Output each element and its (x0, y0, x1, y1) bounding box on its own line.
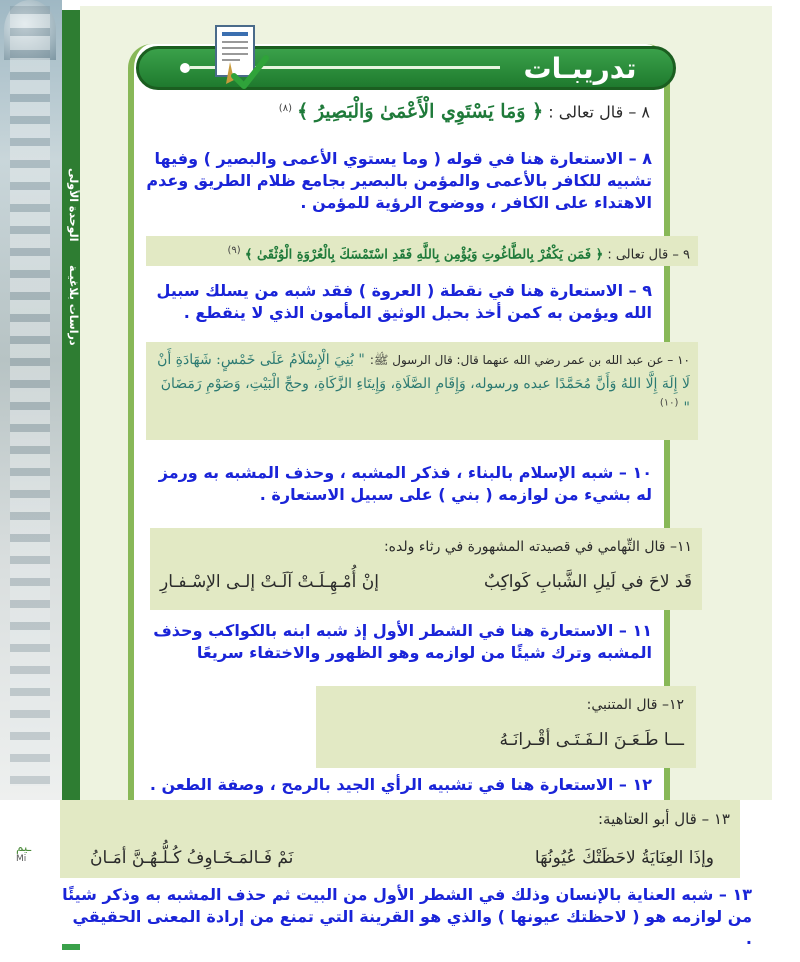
exercise-10-hadith: " بُنِيَ الْإِسْلَامُ عَلَى خَمْسٍ: شَهَادَةِ أَنْ لَا إِلَهَ إِلَّا اللهُ وَأَنَّ مُحَمَّدًا عبده ورسوله، وَإِقَامِ الصَّلَاةِ، وَإِيتَاءِ الزَّكَاةِ، وحجِّ الْبَيْتِ، وَصَوْمِ رَمَضَانَ " (157, 352, 690, 416)
exercise-12-prompt-label: ١٢– قال المتنبي: (586, 697, 684, 713)
exercise-13-verse (74, 848, 730, 868)
exercise-9-prompt (146, 236, 698, 266)
exercise-10-prompt-label: ١٠ – عن عبد الله بن عمر رضي الله عنهما قال: قال الرسول ﷺ: (369, 353, 690, 367)
exercise-9-citation: (٩) (227, 245, 241, 256)
exercise-8-quote: ﴿ وَمَا يَسْتَوِي الْأَعْمَىٰ وَالْبَصِيرُ ﴾ (297, 100, 544, 123)
exercise-12-verse: ـــا طَـعَـنَ الـفَـتَـى أقْـرانَـهُ (499, 730, 684, 750)
publisher-fragment-latin: Mi (16, 854, 27, 864)
publisher-fragment-arabic: ـيم (16, 840, 32, 854)
exercise-13-prompt (70, 808, 734, 868)
document-check-icon (210, 22, 270, 92)
exercise-11-verse (160, 572, 692, 592)
page-title: تدريبـات (523, 52, 637, 85)
building-photo (0, 0, 62, 800)
exercise-8-prompt-label: ٨ – قال تعالى : (548, 102, 650, 122)
exercise-11-verse-first-hemistich: قَد لاحَ في لَيلِ الشَّبابِ كَواكِبٌ (484, 572, 692, 592)
exercise-12-answer: ١٢ – الاستعارة هنا في تشبيه الرأي الجيد بالرمح ، وصفة الطعن . (149, 775, 652, 794)
exercise-10-prompt (146, 342, 698, 440)
unit-spine (62, 10, 80, 800)
exercise-11-prompt-label: ١١– قال التِّهامي في قصيدته المشهورة في رثاء ولده: (383, 539, 692, 555)
exercise-11-verse-second-hemistich: إنْ أُمْـهِـلَـتْ آلَـتْ إلـى الإسْـفـارِ (160, 572, 379, 592)
exercise-13-verse-second-hemistich: نَمْ فَـالمَـخَـاوِفُ كُـلُّـهُـنَّ أمَـانُ (90, 848, 294, 868)
exercise-11-prompt (150, 528, 702, 610)
tower-shape (10, 6, 50, 786)
exercise-10-answer: ١٠ – شبه الإسلام بالبناء ، فذكر المشبه ، وحذف المشبه به ورمز له بشيء من لوازمه ( بني ) على سبيل الاستعارة . (158, 463, 652, 504)
exercise-13-answer: ١٣ – شبه العناية بالإنسان وذلك في الشطر الأول من البيت ثم حذف المشبه به وذكر شيئًا من لوازمه هو ( لاحظتك عيونها ) والذي هو القرينة التي تمنع من إرادة المعنى الحقيقي . (62, 885, 752, 948)
exercise-13-verse-first-hemistich: وإذَا العِنَايَةُ لاحَظَتْكَ عُيُونُهَا (534, 848, 714, 868)
publisher-fragment (16, 840, 31, 864)
exercise-11-answer: ١١ – الاستعارة هنا في الشطر الأول إذ شبه ابنه بالكواكب وحذف المشبه وترك شيئًا من لوازمه وهو الظهور والاختفاء سريعًا (153, 621, 652, 662)
exercise-9-prompt-label: ٩ – قال تعالى : (607, 247, 690, 263)
exercise-8-citation: (٨) (278, 103, 292, 114)
spine-subject-label: دراسات بلاغيـة (67, 264, 80, 346)
spine-unit-label: الوحدة الأولى (67, 168, 80, 242)
exercise-8-prompt (150, 98, 650, 123)
exercise-9-quote: ﴿ فَمَن يَكْفُرْ بِالطَّاغُوتِ وَيُؤْمِن بِاللَّهِ فَقَدِ اسْتَمْسَكَ بِالْعُرْوَةِ الْوُثْقَىٰ ﴾ (244, 247, 604, 263)
exercise-8-answer: ٨ – الاستعارة هنا في قوله ( وما يستوي الأعمى والبصير ) وفيها تشبيه للكافر بالأعمى والمؤمن بالبصير بجامع ظلام الطريق وعدم الاهتداء على الكافر ، ووضوح الرؤية للمؤمن . (146, 149, 652, 212)
footer-mark (62, 944, 80, 950)
header-dot (180, 63, 190, 73)
exercise-9-answer: ٩ – الاستعارة هنا في نقطة ( العروة ) فقد شبه من يسلك سبيل الله ويؤمن به كمن أخذ بحبل الوثيق المأمون الذي لا ينقطع . (156, 281, 652, 322)
exercise-10-citation: (١٠) (659, 397, 679, 409)
exercise-12-prompt (316, 686, 696, 768)
exercise-13-prompt-label: ١٣ – قال أبو العتاهية: (597, 810, 730, 828)
